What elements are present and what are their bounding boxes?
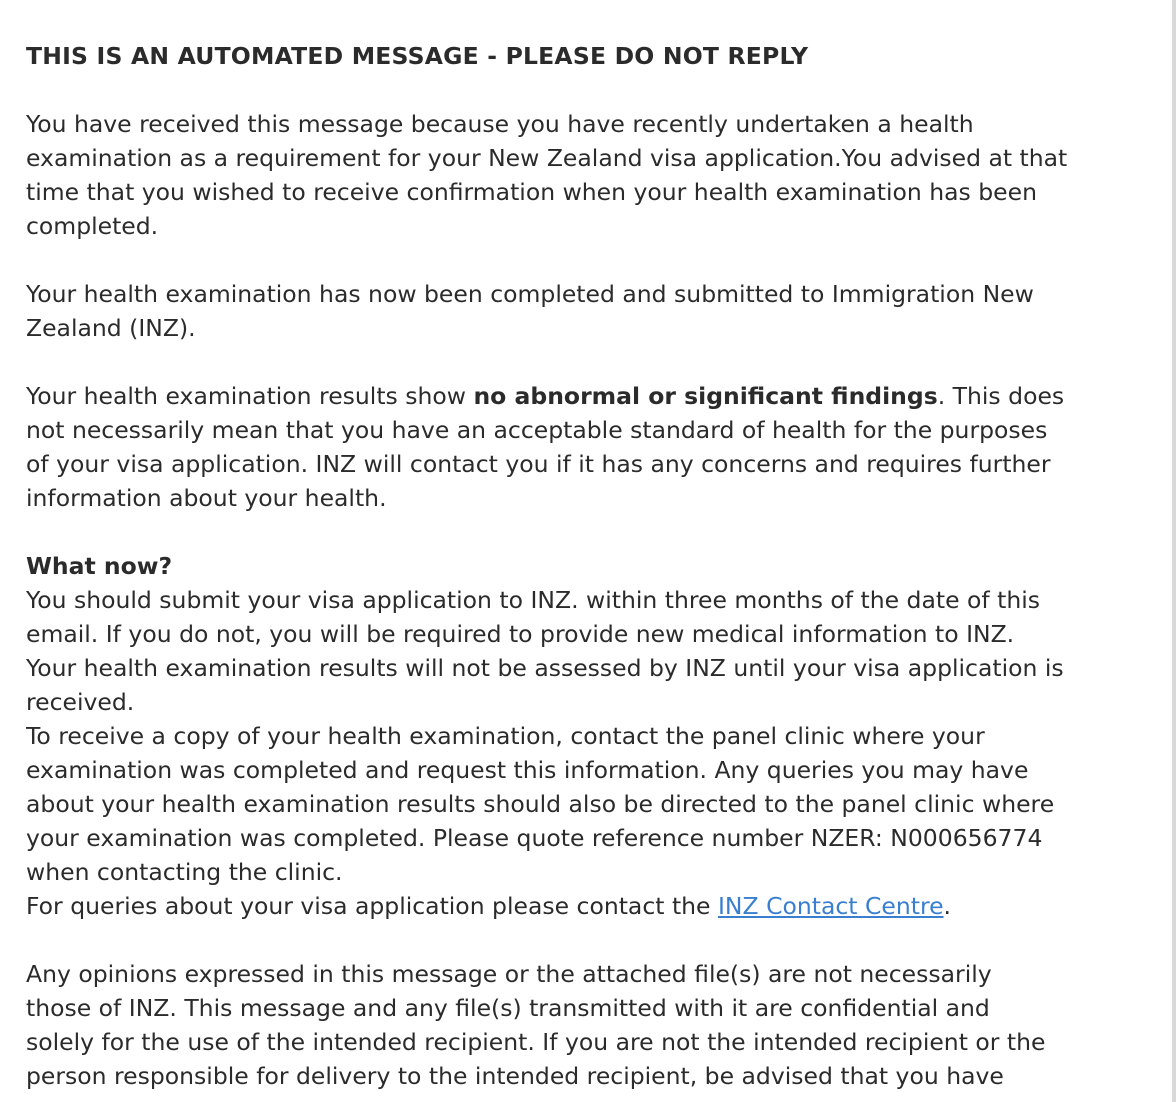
- spacer: [26, 243, 1146, 277]
- window-divider: [1172, 0, 1176, 1102]
- paragraph-exam-results: [26, 379, 1146, 515]
- text-line: examination was completed and request this information. Any queries you may have: [26, 756, 1029, 784]
- results-suffix: . This does: [937, 382, 1065, 410]
- contact-suffix: .: [943, 892, 952, 920]
- what-now-heading: What now?: [26, 552, 173, 580]
- automated-message-header: THIS IS AN AUTOMATED MESSAGE - PLEASE DO NOT REPLY: [26, 42, 809, 70]
- text-line: You should submit your visa application to INZ. within three months of the date of this: [26, 586, 1041, 614]
- text-line: examination as a requirement for your New Zealand visa application.You advised at that: [26, 144, 1068, 172]
- text-line: Any opinions expressed in this message or the attached file(s) are not necessarily: [26, 960, 992, 988]
- text-line: solely for the use of the intended recipient. If you are not the intended recipient or the: [26, 1028, 1046, 1056]
- text-line: your examination was completed. Please quote reference number NZER: N000656774: [26, 824, 1043, 852]
- paragraph-exam-notice: [26, 107, 1146, 243]
- spacer: [26, 923, 1146, 957]
- results-intro: Your health examination results show: [26, 382, 474, 410]
- text-line: Your health examination has now been completed and submitted to Immigration New: [26, 280, 1034, 308]
- text-line: Your health examination results will not be assessed by INZ until your visa application is: [26, 654, 1064, 682]
- text-line: You have received this message because you have recently undertaken a health: [26, 110, 974, 138]
- paragraph-disclaimer: [26, 957, 1146, 1093]
- text-line: email. If you do not, you will be required to provide new medical information to INZ.: [26, 620, 1015, 648]
- spacer: [26, 73, 1146, 107]
- text-line: [26, 889, 1146, 923]
- contact-intro: For queries about your visa application please contact the: [26, 892, 718, 920]
- text-line: when contacting the clinic.: [26, 858, 343, 886]
- text-line: not necessarily mean that you have an acceptable standard of health for the purposes: [26, 416, 1048, 444]
- paragraph-exam-completed: [26, 277, 1146, 345]
- spacer: [26, 345, 1146, 379]
- inz-contact-centre-link[interactable]: INZ Contact Centre: [717, 892, 944, 920]
- text-line: those of INZ. This message and any file(s) transmitted with it are confidential and: [26, 994, 990, 1022]
- text-line: person responsible for delivery to the intended recipient, be advised that you have: [26, 1062, 1004, 1090]
- spacer: [26, 515, 1146, 549]
- text-line: about your health examination results should also be directed to the panel clinic where: [26, 790, 1055, 818]
- text-line: Zealand (INZ).: [26, 314, 196, 342]
- text-line: information about your health.: [26, 484, 387, 512]
- text-line: time that you wished to receive confirmation when your health examination has been: [26, 178, 1037, 206]
- text-line: completed.: [26, 212, 159, 240]
- text-line: To receive a copy of your health examination, contact the panel clinic where your: [26, 722, 985, 750]
- section-what-now: [26, 549, 1146, 923]
- text-line: [26, 379, 1146, 413]
- text-line: of your visa application. INZ will contact you if it has any concerns and requires further: [26, 450, 1051, 478]
- email-body: [26, 0, 1146, 1102]
- results-finding: no abnormal or significant findings: [473, 382, 938, 410]
- text-line: received.: [26, 688, 135, 716]
